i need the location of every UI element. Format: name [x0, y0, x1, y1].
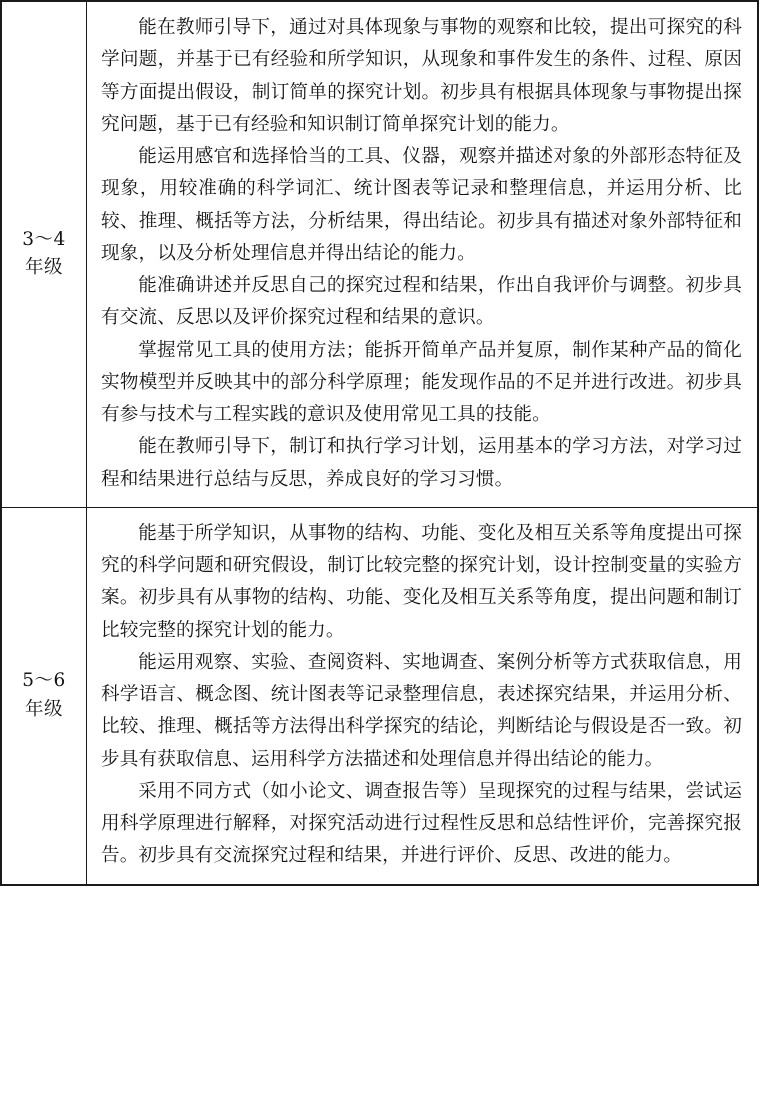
requirements-cell-3-4	[87, 1, 759, 507]
requirement-paragraph: 能运用观察、实验、查阅资料、实地调查、案例分析等方式获取信息，用科学语言、概念图、统计图表等记录整理信息，表述探究结果，并运用分析、比较、推理、概括等方法得出科学探究的结论，判断结论与假设是否一致。初步具有获取信息、运用科学方法描述和处理信息并得出结论的能力。	[101, 651, 742, 770]
requirement-paragraph: 能运用感官和选择恰当的工具、仪器，观察并描述对象的外部形态特征及现象，用较准确的科学词汇、统计图表等记录和整理信息，并运用分析、比较、推理、概括等方法，分析结果，得出结论。初步具有描述对象外部特征和现象，以及分析处理信息并得出结论的能力。	[101, 146, 742, 264]
requirements-text-block	[99, 517, 744, 873]
grade-band-label-3-4	[1, 1, 87, 507]
grade-band-line-2: 年级	[24, 698, 63, 720]
requirement-paragraph: 采用不同方式（如小论文、调查报告等）呈现探究的过程与结果，尝试运用科学原理进行解释，对探究活动进行过程性反思和总结性评价，完善探究报告。初步具有交流探究过程和结果，并进行评价、反思、改进的能力。	[101, 780, 742, 867]
requirement-paragraph: 掌握常见工具的使用方法；能拆开简单产品并复原，制作某种产品的简化实物模型并反映其中的部分科学原理；能发现作品的不足并进行改进。初步具有参与技术与工程实践的意识及使用常见工具的技能。	[101, 339, 742, 425]
requirement-paragraph: 能基于所学知识，从事物的结构、功能、变化及相互关系等角度提出可探究的科学问题和研究假设，制订比较完整的探究计划，设计控制变量的实验方案。初步具有从事物的结构、功能、变化及相互关系等角度，提出问题和制订比较完整的探究计划的能力。	[101, 522, 742, 641]
requirement-paragraph: 能准确讲述并反思自己的探究过程和结果，作出自我评价与调整。初步具有交流、反思以及评价探究过程和结果的意识。	[101, 275, 742, 329]
table-row	[1, 1, 758, 507]
grade-band-line-2: 年级	[24, 257, 63, 279]
requirement-paragraph: 能在教师引导下，制订和执行学习计划，运用基本的学习方法，对学习过程和结果进行总结与反思，养成良好的学习习惯。	[101, 436, 742, 490]
grade-band-line-1: 3～4	[22, 228, 66, 250]
table-row	[1, 507, 758, 884]
requirements-cell-5-6	[87, 507, 759, 884]
requirement-paragraph: 能在教师引导下，通过对具体现象与事物的观察和比较，提出可探究的科学问题，并基于已有经验和所学知识，从现象和事件发生的条件、过程、原因等方面提出假设，制订简单的探究计划。初步具有根据具体现象与事物提出探究问题，基于已有经验和知识制订简单探究计划的能力。	[101, 17, 742, 135]
requirements-text-block	[99, 11, 744, 496]
grade-band-line-1: 5～6	[22, 669, 66, 691]
grade-band-label-5-6	[1, 507, 87, 884]
